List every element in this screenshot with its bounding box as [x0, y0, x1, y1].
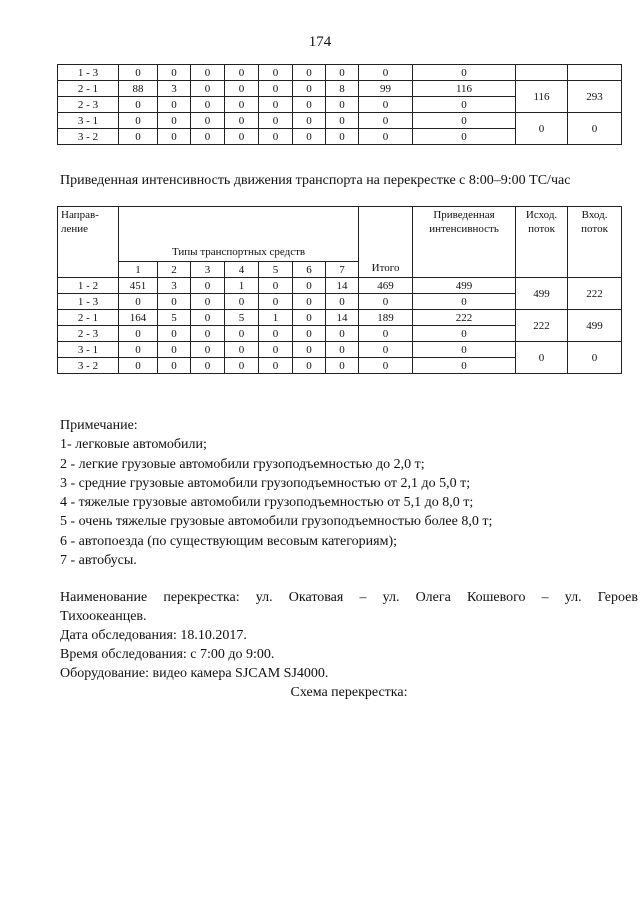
reduced-cell: 0: [413, 65, 516, 81]
note-item: 4 - тяжелые грузовые автомобили грузоподъемностью от 5,1 до 8,0 т;: [60, 495, 474, 511]
outgoing-flow-cell: 222: [516, 310, 568, 342]
value-cell: 0: [259, 81, 293, 97]
value-cell: 0: [225, 81, 259, 97]
table-row: [58, 113, 622, 129]
value-cell: 99: [359, 81, 413, 97]
value-cell: 0: [119, 358, 158, 374]
value-cell: 0: [326, 65, 359, 81]
value-cell: 0: [259, 129, 293, 145]
top-traffic-table: [57, 64, 622, 145]
value-cell: 3: [158, 81, 191, 97]
value-cell: 3: [158, 278, 191, 294]
reduced-intensity-table: [57, 206, 622, 374]
value-cell: 0: [259, 326, 293, 342]
direction-cell: 3 - 2: [58, 129, 119, 145]
intersection-name-continued: Тихоокеанцев.: [60, 609, 147, 624]
reduced-cell: 0: [413, 358, 516, 374]
direction-cell: 2 - 1: [58, 310, 119, 326]
value-cell: 0: [191, 65, 225, 81]
value-cell: 0: [326, 113, 359, 129]
value-cell: 0: [191, 81, 225, 97]
table-row: [58, 65, 622, 81]
table-row: [58, 81, 622, 97]
empty-cell: [568, 65, 622, 81]
type-number-header: 3: [191, 262, 225, 278]
type-number-header: 7: [326, 262, 359, 278]
value-cell: 0: [293, 310, 326, 326]
note-item: 6 - автопоезда (по существующим весовым категориям);: [60, 533, 398, 549]
outgoing-flow-cell: 0: [516, 342, 568, 374]
value-cell: 0: [259, 278, 293, 294]
table-row: [58, 342, 622, 358]
value-cell: 0: [326, 97, 359, 113]
value-cell: 0: [119, 97, 158, 113]
value-cell: 1: [259, 310, 293, 326]
outgoing-flow-cell: 499: [516, 278, 568, 310]
outgoing-flow-cell: 116: [516, 81, 568, 113]
table-row: [58, 310, 622, 326]
value-cell: 0: [158, 129, 191, 145]
value-cell: 0: [191, 326, 225, 342]
type-number-header: 1: [119, 262, 158, 278]
vehicle-types-header: Типы транспортных средств: [119, 207, 359, 262]
reduced-cell: 222: [413, 310, 516, 326]
incoming-flow-header: Вход. поток: [568, 207, 622, 278]
type-number-header: 4: [225, 262, 259, 278]
direction-cell: 3 - 1: [58, 113, 119, 129]
value-cell: 0: [158, 65, 191, 81]
value-cell: 0: [191, 310, 225, 326]
value-cell: 0: [259, 65, 293, 81]
direction-cell: 1 - 3: [58, 294, 119, 310]
value-cell: 14: [326, 310, 359, 326]
reduced-cell: 116: [413, 81, 516, 97]
value-cell: 0: [326, 326, 359, 342]
value-cell: 451: [119, 278, 158, 294]
value-cell: 0: [293, 65, 326, 81]
notes-section: [60, 416, 492, 570]
value-cell: 88: [119, 81, 158, 97]
value-cell: 0: [259, 294, 293, 310]
direction-cell: 2 - 3: [58, 97, 119, 113]
total-cell: 0: [359, 326, 413, 342]
value-cell: 0: [119, 113, 158, 129]
value-cell: 0: [191, 113, 225, 129]
value-cell: 0: [158, 97, 191, 113]
value-cell: 0: [119, 294, 158, 310]
value-cell: 0: [225, 129, 259, 145]
note-item: 7 - автобусы.: [60, 553, 137, 569]
total-cell: 0: [359, 342, 413, 358]
value-cell: 0: [119, 129, 158, 145]
total-cell: 0: [359, 294, 413, 310]
total-cell: 0: [359, 358, 413, 374]
value-cell: 0: [326, 129, 359, 145]
value-cell: 0: [359, 113, 413, 129]
direction-cell: 1 - 2: [58, 278, 119, 294]
note-item: 2 - легкие грузовые автомобили грузоподъемностью до 2,0 т;: [60, 456, 425, 472]
value-cell: 0: [359, 97, 413, 113]
value-cell: 0: [225, 65, 259, 81]
value-cell: 8: [326, 81, 359, 97]
value-cell: 0: [158, 294, 191, 310]
value-cell: 0: [259, 97, 293, 113]
value-cell: 0: [293, 358, 326, 374]
value-cell: 0: [293, 342, 326, 358]
value-cell: 0: [326, 358, 359, 374]
total-cell: 469: [359, 278, 413, 294]
value-cell: 0: [158, 358, 191, 374]
value-cell: 0: [326, 294, 359, 310]
value-cell: 0: [293, 326, 326, 342]
table-row: [58, 278, 622, 294]
empty-cell: [516, 65, 568, 81]
value-cell: 0: [259, 342, 293, 358]
value-cell: 0: [225, 358, 259, 374]
value-cell: 0: [119, 342, 158, 358]
reduced-cell: 0: [413, 326, 516, 342]
value-cell: 0: [259, 358, 293, 374]
header-row: [58, 207, 622, 262]
value-cell: 0: [191, 97, 225, 113]
value-cell: 0: [293, 278, 326, 294]
type-number-header: 2: [158, 262, 191, 278]
incoming-flow-cell: 222: [568, 278, 622, 310]
reduced-cell: 0: [413, 97, 516, 113]
notes-title: Примечание:: [60, 418, 138, 433]
survey-equipment: Оборудование: видео камера SJCAM SJ4000.: [60, 666, 329, 681]
value-cell: 0: [191, 342, 225, 358]
incoming-flow-cell: 0: [568, 113, 622, 145]
value-cell: 1: [225, 278, 259, 294]
value-cell: 0: [326, 342, 359, 358]
direction-cell: 1 - 3: [58, 65, 119, 81]
value-cell: 0: [158, 326, 191, 342]
total-header: Итого: [359, 207, 413, 278]
value-cell: 0: [225, 113, 259, 129]
value-cell: 0: [225, 97, 259, 113]
value-cell: 0: [359, 65, 413, 81]
incoming-flow-cell: 293: [568, 81, 622, 113]
value-cell: 0: [293, 81, 326, 97]
value-cell: 0: [293, 294, 326, 310]
survey-date: Дата обследования: 18.10.2017.: [60, 628, 247, 643]
value-cell: 14: [326, 278, 359, 294]
reduced-cell: 0: [413, 294, 516, 310]
survey-section: [60, 588, 638, 702]
value-cell: 5: [158, 310, 191, 326]
value-cell: 0: [293, 113, 326, 129]
total-cell: 189: [359, 310, 413, 326]
direction-cell: 2 - 3: [58, 326, 119, 342]
value-cell: 0: [225, 294, 259, 310]
note-item: 1- легковые автомобили;: [60, 437, 207, 453]
outgoing-flow-cell: 0: [516, 113, 568, 145]
value-cell: 0: [158, 113, 191, 129]
direction-header: Направ-ление: [58, 207, 119, 278]
note-item: 5 - очень тяжелые грузовые автомобили грузоподъемностью более 8,0 т;: [60, 514, 493, 530]
outgoing-flow-header: Исход. поток: [516, 207, 568, 278]
value-cell: 0: [225, 342, 259, 358]
scheme-heading: Схема перекрестка:: [290, 685, 408, 700]
value-cell: 0: [191, 294, 225, 310]
direction-cell: 2 - 1: [58, 81, 119, 97]
value-cell: 164: [119, 310, 158, 326]
value-cell: 0: [191, 129, 225, 145]
reduced-cell: 0: [413, 113, 516, 129]
value-cell: 0: [293, 129, 326, 145]
value-cell: 0: [359, 129, 413, 145]
survey-time: Время обследования: с 7:00 до 9:00.: [60, 647, 275, 662]
value-cell: 0: [119, 65, 158, 81]
value-cell: 0: [119, 326, 158, 342]
type-number-header: 5: [259, 262, 293, 278]
value-cell: 0: [293, 97, 326, 113]
direction-cell: 3 - 1: [58, 342, 119, 358]
value-cell: 0: [191, 278, 225, 294]
incoming-flow-cell: 0: [568, 342, 622, 374]
page-number: 174: [308, 34, 332, 50]
note-item: 3 - средние грузовые автомобили грузоподъемностью от 2,1 до 5,0 т;: [60, 475, 471, 491]
reduced-cell: 0: [413, 129, 516, 145]
value-cell: 0: [158, 342, 191, 358]
reduced-cell: 0: [413, 342, 516, 358]
value-cell: 0: [259, 113, 293, 129]
value-cell: 5: [225, 310, 259, 326]
direction-cell: 3 - 2: [58, 358, 119, 374]
incoming-flow-cell: 499: [568, 310, 622, 342]
reduced-cell: 499: [413, 278, 516, 294]
value-cell: 0: [191, 358, 225, 374]
value-cell: 0: [225, 326, 259, 342]
reduced-intensity-header: Приведенная интенсивность: [413, 207, 516, 278]
intersection-name: Наименование перекрестка: ул. Окатовая – ул. Олега Кошевого – ул. Героев: [60, 590, 638, 605]
type-number-header: 6: [293, 262, 326, 278]
table-title: Приведенная интенсивность движения транспорта на перекрестке с 8:00–9:00 ТС/час: [60, 173, 571, 188]
